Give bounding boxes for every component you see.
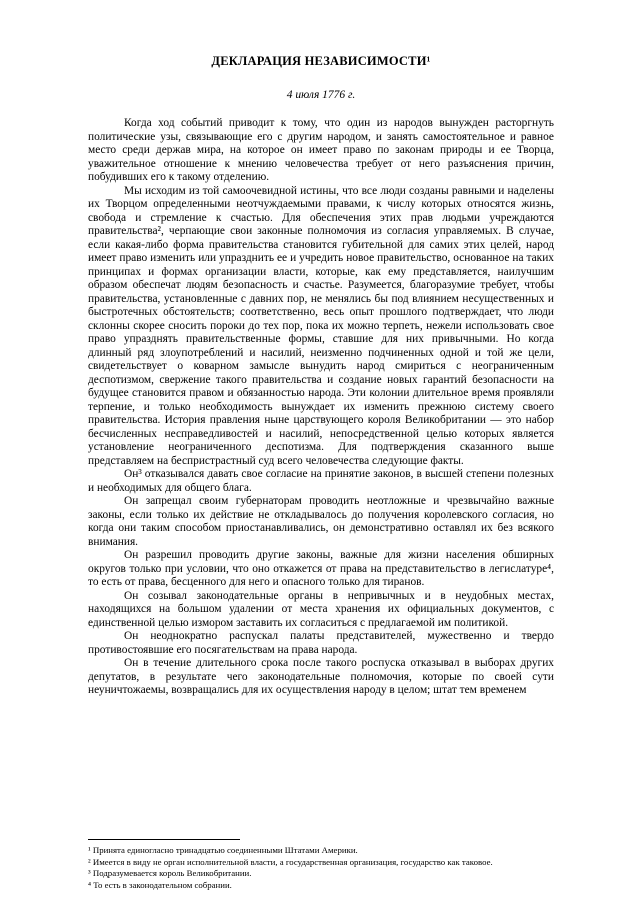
footnote-4: ⁴ То есть в законодательном собрании. [88,879,232,890]
document-date: 4 июля 1776 г. [286,89,356,101]
footnote-2: ² Имеется в виду не орган исполнительной власти, а государственная организация, государство как таковое. [88,856,493,867]
footnote-1: ¹ Принята единогласно тринадцатью соединенными Штатами Америки. [88,845,358,855]
paragraph-8: Он в течение длительного срока после такого роспуска отказывал в выборах других депутатов, в результате чего законодательные полномочия, которые по своей сути неуничтожаемы, возвращались для их осуществления народу в целом; штат тем временем [88,657,554,696]
document-body [88,117,554,698]
paragraph-7: Он неоднократно распускал палаты представителей, мужественно и твердо противостоявшие его посягательствам на права народа. [88,630,554,656]
paragraph-5: Он разрешил проводить другие законы, важные для жизни населения обширных округов только при условии, что оно откажется от права на представительство в легислатуре⁴, то есть от права, бесценного для него и опасного только для тиранов. [88,549,554,588]
paragraph-3: Он³ отказывался давать свое согласие на принятие законов, в высшей степени полезных и необходимых для общего блага. [88,468,554,494]
paragraph-4: Он запрещал своим губернаторам проводить неотложные и чрезвычайно важные законы, если только их действие не откладывалось до получения королевского согласия, но когда они таким способом приостанавливались, он демонстративно оставлял их без всякого внимания. [88,495,554,548]
footnote-separator [88,839,240,840]
paragraph-2: Мы исходим из той самоочевидной истины, что все люди созданы равными и наделены их Творцом определенными неотчуждаемыми правами, к числу которых относятся жизнь, свобода и стремление к счастью. Для обеспечения этих прав людьми учреждаются правительства², черпающие свои законные полномочия из согласия управляемых. В случае, если какая-либо форма правительства становится губительной для самих этих целей, народ имеет право изменить или упразднить ее и учредить новое правительство, основанное на таких принципах и формах организации власти, которые, как ему представляется, наилучшим образом обеспечат людям безопасность и счастье. Разумеется, благоразумие требует, чтобы правительства, установленные с давних пор, не менялись бы под влиянием несущественных и быстротечных обстоятельств; соответственно, весь опыт прошлого подтверждает, что люди склонны скорее сносить пороки до тех пор, пока их можно терпеть, нежели использовать свое право упразднять правительственные формы, ставшие для них привычными. Но когда длинный ряд злоупотреблений и насилий, неизменно подчиненных одной и той же цели, свидетельствует о коварном замысле вынудить народ смириться с неограниченным деспотизмом, свержение такого правительства и создание новых гарантий безопасности на будущее становится правом и обязанностью народа. Эти колонии длительное время проявляли терпение, и только необходимость вынуждает их изменить прежнюю систему своего правительства. История правления ныне царствующего короля Великобритании — это набор бесчисленных несправедливостей и насилий, непосредственной целью которых является установление неограниченного деспотизма. Для подтверждения сказанного выше представляем на беспристрастный суд всего человечества следующие факты. [88,184,554,467]
paragraph-1: Когда ход событий приводит к тому, что один из народов вынужден расторгнуть политические узы, связывающие его с другим народом, и занять самостоятельное и равное место среди держав мира, на которое он имеет право по законам природы и ее Творца, уважительное отношение к мнению человечества требует от него разъяснения причин, побудивших его к такому отделению. [88,117,554,183]
footnotes-section [88,839,554,891]
footnote-3: ³ Подразумевается король Великобритании. [88,868,252,878]
paragraph-6: Он созывал законодательные органы в непривычных и в неудобных местах, находящихся на большом удалении от места хранения их официальных документов, с единственной целью измором заставить их согласиться с предлагаемой им политикой. [88,589,554,629]
document-title: ДЕКЛАРАЦИЯ НЕЗАВИСИМОСТИ¹ [211,54,431,68]
